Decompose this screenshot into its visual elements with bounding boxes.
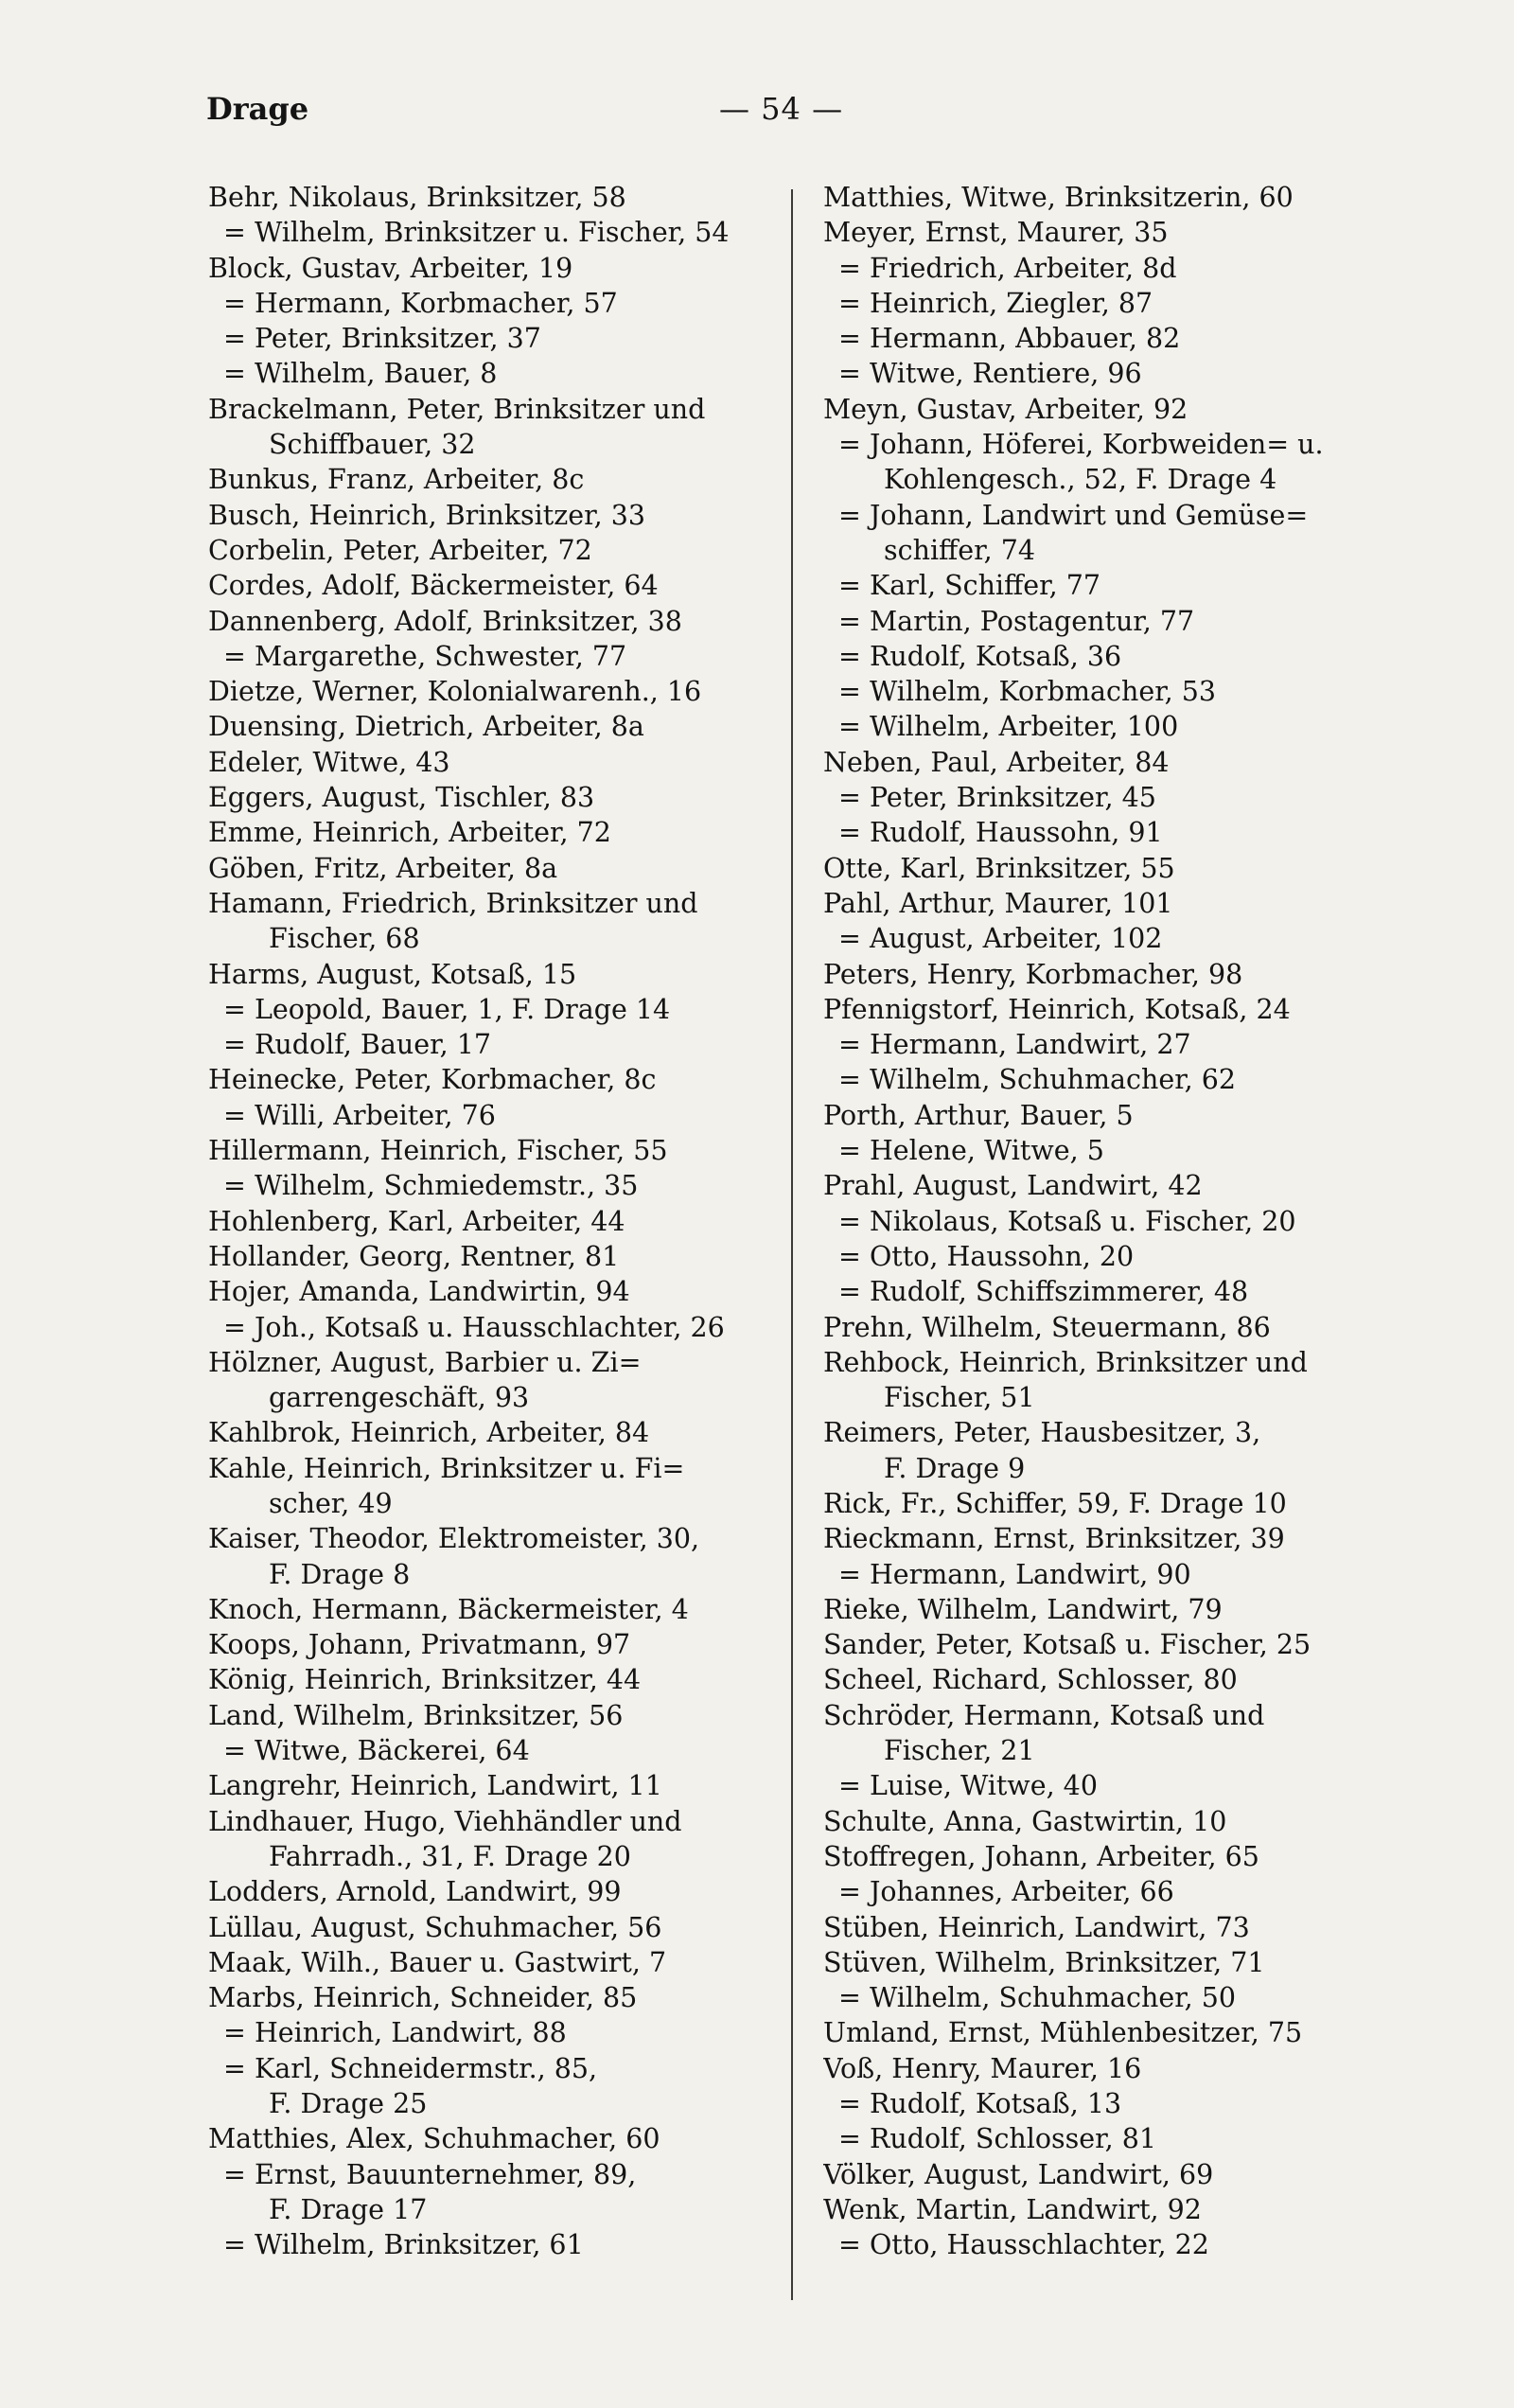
directory-entry: = Nikolaus, Kotsaß u. Fischer, 20: [838, 1205, 1296, 1237]
directory-entry: = August, Arbeiter, 102: [838, 923, 1163, 955]
directory-entry: = Karl, Schiffer, 77: [838, 570, 1101, 602]
directory-entry: = Ernst, Bauunternehmer, 89,: [223, 2158, 637, 2190]
directory-entry: Stüven, Wilhelm, Brinksitzer, 71: [823, 1946, 1265, 1978]
directory-entry: Peters, Henry, Korbmacher, 98: [823, 958, 1243, 990]
directory-entry: König, Heinrich, Brinksitzer, 44: [208, 1664, 642, 1696]
directory-entry: Hohlenberg, Karl, Arbeiter, 44: [208, 1205, 625, 1237]
directory-entry: = Wilhelm, Bauer, 8: [223, 358, 498, 390]
entry-continuation: Fahrradh., 31, F. Drage 20: [269, 1840, 631, 1872]
directory-entry: Pfennigstorf, Heinrich, Kotsaß, 24: [823, 993, 1291, 1025]
directory-entry: Dietze, Werner, Kolonialwarenh., 16: [208, 676, 702, 708]
directory-entry: Land, Wilhelm, Brinksitzer, 56: [208, 1699, 624, 1731]
directory-entry: Prehn, Wilhelm, Steuermann, 86: [823, 1311, 1271, 1343]
directory-entry: = Johann, Höferei, Korbweiden= u.: [838, 429, 1324, 461]
directory-entry: Göben, Fritz, Arbeiter, 8a: [208, 852, 558, 884]
entry-continuation: F. Drage 25: [269, 2088, 428, 2120]
directory-entry: = Wilhelm, Schuhmacher, 62: [838, 1064, 1237, 1096]
directory-entry: = Helene, Witwe, 5: [838, 1135, 1104, 1167]
directory-entry: Harms, August, Kotsaß, 15: [208, 958, 577, 990]
directory-entry: = Wilhelm, Brinksitzer u. Fischer, 54: [223, 217, 730, 249]
directory-entry: Dannenberg, Adolf, Brinksitzer, 38: [208, 605, 682, 637]
directory-entry: Duensing, Dietrich, Arbeiter, 8a: [208, 711, 644, 743]
directory-entry: = Joh., Kotsaß u. Hausschlachter, 26: [223, 1311, 725, 1343]
directory-entry: Rieckmann, Ernst, Brinksitzer, 39: [823, 1523, 1285, 1555]
directory-entry: Schulte, Anna, Gastwirtin, 10: [823, 1805, 1227, 1837]
directory-entry: = Wilhelm, Brinksitzer, 61: [223, 2229, 584, 2261]
directory-entry: Langrehr, Heinrich, Landwirt, 11: [208, 1770, 662, 1802]
directory-entry: Kahle, Heinrich, Brinksitzer u. Fi=: [208, 1452, 685, 1484]
directory-entry: Prahl, August, Landwirt, 42: [823, 1170, 1203, 1202]
directory-entry: Corbelin, Peter, Arbeiter, 72: [208, 534, 592, 566]
directory-entry: = Luise, Witwe, 40: [838, 1770, 1098, 1802]
directory-entry: = Willi, Arbeiter, 76: [223, 1099, 496, 1131]
entry-continuation: scher, 49: [269, 1487, 393, 1519]
directory-entry: Bunkus, Franz, Arbeiter, 8c: [208, 464, 585, 496]
directory-entry: Maak, Wilh., Bauer u. Gastwirt, 7: [208, 1946, 667, 1978]
directory-entry: Busch, Heinrich, Brinksitzer, 33: [208, 499, 645, 531]
page-header: [0, 91, 1514, 138]
directory-entry: Stüben, Heinrich, Landwirt, 73: [823, 1911, 1250, 1943]
directory-entry: = Wilhelm, Korbmacher, 53: [838, 676, 1217, 708]
directory-entry: Lindhauer, Hugo, Viehhändler und: [208, 1805, 682, 1837]
entry-continuation: garrengeschäft, 93: [269, 1382, 530, 1414]
directory-entry: = Leopold, Bauer, 1, F. Drage 14: [223, 993, 671, 1025]
directory-entry: = Wilhelm, Schmiedemstr., 35: [223, 1170, 639, 1202]
directory-entry: Reimers, Peter, Hausbesitzer, 3,: [823, 1417, 1261, 1449]
directory-entry: Wenk, Martin, Landwirt, 92: [823, 2193, 1202, 2225]
entry-continuation: Kohlengesch., 52, F. Drage 4: [884, 464, 1277, 496]
directory-entry: Voß, Henry, Maurer, 16: [823, 2052, 1142, 2084]
directory-entry: Stoffregen, Johann, Arbeiter, 65: [823, 1840, 1259, 1872]
directory-entry: = Otto, Haussohn, 20: [838, 1240, 1135, 1272]
directory-entry: = Margarethe, Schwester, 77: [223, 640, 627, 672]
directory-entry: Edeler, Witwe, 43: [208, 746, 450, 778]
directory-entry: = Rudolf, Schiffszimmerer, 48: [838, 1276, 1249, 1308]
directory-entry: = Rudolf, Kotsaß, 36: [838, 640, 1122, 672]
directory-entry: Meyn, Gustav, Arbeiter, 92: [823, 393, 1188, 425]
entry-continuation: F. Drage 9: [884, 1452, 1026, 1484]
directory-entry: Hojer, Amanda, Landwirtin, 94: [208, 1276, 630, 1308]
right-column: [823, 180, 1410, 2263]
entry-continuation: Fischer, 68: [269, 923, 420, 955]
directory-entry: Behr, Nikolaus, Brinksitzer, 58: [208, 182, 626, 213]
directory-entry: = Johann, Landwirt und Gemüse=: [838, 499, 1309, 531]
entry-continuation: Fischer, 51: [884, 1382, 1035, 1414]
directory-entry: = Hermann, Korbmacher, 57: [223, 287, 618, 319]
directory-entry: Hillermann, Heinrich, Fischer, 55: [208, 1135, 668, 1167]
directory-entry: Koops, Johann, Privatmann, 97: [208, 1629, 631, 1661]
directory-entry: Lüllau, August, Schuhmacher, 56: [208, 1911, 662, 1943]
directory-entry: Heinecke, Peter, Korbmacher, 8c: [208, 1064, 657, 1096]
directory-entry: = Peter, Brinksitzer, 37: [223, 323, 541, 355]
directory-entry: Rick, Fr., Schiffer, 59, F. Drage 10: [823, 1487, 1287, 1519]
directory-entry: Marbs, Heinrich, Schneider, 85: [208, 1982, 638, 2014]
page-number: — 54 —: [719, 91, 844, 127]
directory-entry: Cordes, Adolf, Bäckermeister, 64: [208, 570, 659, 602]
directory-entry: = Rudolf, Haussohn, 91: [838, 817, 1163, 849]
directory-entry: Kahlbrok, Heinrich, Arbeiter, 84: [208, 1417, 650, 1449]
directory-entry: = Wilhelm, Schuhmacher, 50: [838, 1982, 1237, 2014]
directory-entry: Block, Gustav, Arbeiter, 19: [208, 252, 573, 284]
directory-entry: = Friedrich, Arbeiter, 8d: [838, 252, 1177, 284]
directory-entry: = Heinrich, Ziegler, 87: [838, 287, 1153, 319]
directory-entry: Sander, Peter, Kotsaß u. Fischer, 25: [823, 1629, 1312, 1661]
directory-entry: Umland, Ernst, Mühlenbesitzer, 75: [823, 2017, 1303, 2049]
entry-continuation: Fischer, 21: [884, 1735, 1035, 1767]
directory-entry: Neben, Paul, Arbeiter, 84: [823, 746, 1170, 778]
directory-entry: = Peter, Brinksitzer, 45: [838, 782, 1156, 814]
directory-entry: Rehbock, Heinrich, Brinksitzer und: [823, 1346, 1308, 1378]
directory-entry: Hölzner, August, Barbier u. Zi=: [208, 1346, 642, 1378]
directory-entry: = Rudolf, Bauer, 17: [223, 1029, 491, 1061]
left-column: [208, 180, 795, 2263]
directory-entry: Rieke, Wilhelm, Landwirt, 79: [823, 1593, 1223, 1625]
directory-entry: Otte, Karl, Brinksitzer, 55: [823, 852, 1175, 884]
directory-entry: Hamann, Friedrich, Brinksitzer und: [208, 887, 698, 919]
directory-entry: = Hermann, Landwirt, 90: [838, 1558, 1191, 1590]
directory-entry: Matthies, Witwe, Brinksitzerin, 60: [823, 182, 1294, 213]
entry-continuation: Schiffbauer, 32: [269, 429, 476, 461]
entry-continuation: F. Drage 8: [269, 1558, 411, 1590]
directory-entry: = Hermann, Abbauer, 82: [838, 323, 1181, 355]
directory-entry: Eggers, August, Tischler, 83: [208, 782, 595, 814]
directory-entry: Kaiser, Theodor, Elektromeister, 30,: [208, 1523, 700, 1555]
directory-entry: = Karl, Schneidermstr., 85,: [223, 2052, 598, 2084]
entry-continuation: schiffer, 74: [884, 534, 1036, 566]
directory-entry: = Rudolf, Kotsaß, 13: [838, 2088, 1122, 2120]
directory-entry: = Hermann, Landwirt, 27: [838, 1029, 1191, 1061]
directory-entry: Brackelmann, Peter, Brinksitzer und: [208, 393, 706, 425]
directory-entry: Hollander, Georg, Rentner, 81: [208, 1240, 620, 1272]
directory-entry: Pahl, Arthur, Maurer, 101: [823, 887, 1173, 919]
directory-entry: = Martin, Postagentur, 77: [838, 605, 1195, 637]
directory-entry: Matthies, Alex, Schuhmacher, 60: [208, 2123, 660, 2155]
directory-entry: Scheel, Richard, Schlosser, 80: [823, 1664, 1238, 1696]
directory-entry: = Witwe, Rentiere, 96: [838, 358, 1142, 390]
directory-entry: Lodders, Arnold, Landwirt, 99: [208, 1876, 622, 1908]
entry-continuation: F. Drage 17: [269, 2193, 428, 2225]
directory-entry: Völker, August, Landwirt, 69: [823, 2158, 1214, 2190]
directory-entry: = Otto, Hausschlachter, 22: [838, 2229, 1209, 2261]
directory-entry: = Rudolf, Schlosser, 81: [838, 2123, 1157, 2155]
directory-entry: = Johannes, Arbeiter, 66: [838, 1876, 1174, 1908]
directory-entry: Meyer, Ernst, Maurer, 35: [823, 217, 1169, 249]
directory-entry: Porth, Arthur, Bauer, 5: [823, 1099, 1134, 1131]
directory-entry: = Wilhelm, Arbeiter, 100: [838, 711, 1179, 743]
running-head: Drage: [206, 91, 309, 127]
directory-entry: Schröder, Hermann, Kotsaß und: [823, 1699, 1265, 1731]
directory-entry: = Witwe, Bäckerei, 64: [223, 1735, 530, 1767]
directory-entry: Knoch, Hermann, Bäckermeister, 4: [208, 1593, 689, 1625]
directory-entry: Emme, Heinrich, Arbeiter, 72: [208, 817, 611, 849]
directory-entry: = Heinrich, Landwirt, 88: [223, 2017, 567, 2049]
